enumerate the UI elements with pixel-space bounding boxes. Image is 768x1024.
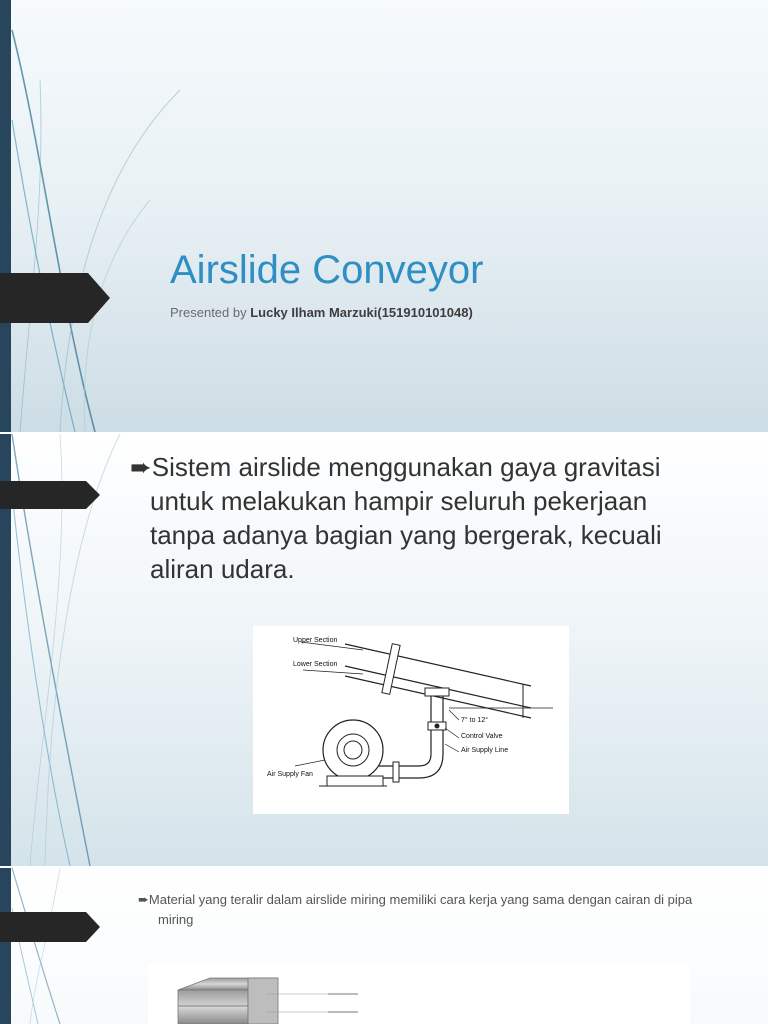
bullet-text: Sistem airslide menggunakan gaya gravitasi untuk melakukan hampir seluruh pekerjaan tanpa adanya bagian yang bergerak, kecuali aliran udara.: [150, 452, 662, 584]
airslide-cross-section-diagram: [148, 964, 690, 1024]
bullet-arrow-icon: ➨: [130, 452, 152, 482]
presented-by-label: Presented by: [170, 305, 251, 320]
bullet-paragraph: [138, 890, 698, 930]
label-angle: 7° to 12°: [461, 717, 489, 724]
slide-title-text: Airslide Conveyor: [170, 248, 484, 292]
label-control-valve: Control Valve: [461, 733, 503, 740]
title-tab-marker: [0, 273, 110, 323]
presenter-line: [170, 305, 473, 320]
content-tab-marker: [0, 912, 100, 942]
label-lower-section: Lower Section: [293, 661, 338, 668]
slide-title: [0, 0, 768, 432]
slide-material-flow: [0, 868, 768, 1024]
label-air-supply-line: Air Supply Line: [461, 747, 509, 754]
bullet-arrow-icon: ➨: [138, 892, 149, 907]
content-tab-marker: [0, 481, 100, 509]
slide-edge-bar: [0, 868, 11, 1024]
slide-edge-bar: [0, 0, 11, 432]
label-upper-section: Upper Section: [293, 637, 338, 644]
presenter-name: Lucky Ilham Marzuki(151910101048): [250, 305, 473, 320]
label-air-supply-fan: Air Supply Fan: [267, 771, 313, 778]
airslide-diagram: [253, 626, 569, 814]
slide-airslide-description: [0, 434, 768, 866]
bullet-paragraph: [130, 450, 710, 586]
decorative-curves: [0, 0, 200, 432]
bullet-text: Material yang teralir dalam airslide miring memiliki cara kerja yang sama dengan cairan di pipa miring: [148, 892, 693, 927]
